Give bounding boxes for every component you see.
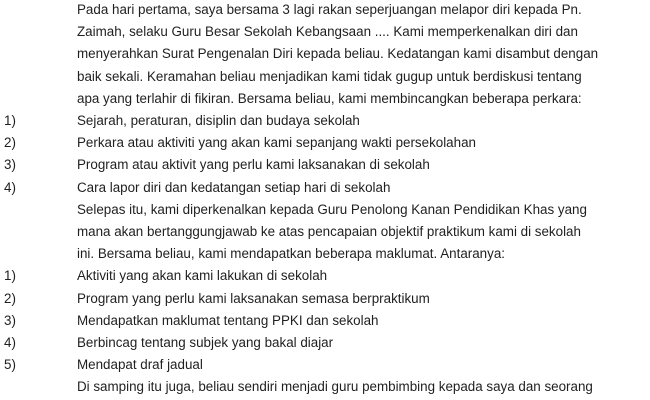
paragraph-3-line: Di samping itu juga, beliau sendiri menjadi guru pembimbing kepada saya dan seorang — [77, 379, 593, 394]
list-item-number: 1) — [4, 268, 16, 283]
list-item-number: 2) — [4, 291, 16, 306]
list-item-text: Program atau aktivit yang perlu kami laksanakan di sekolah — [77, 157, 430, 172]
list-item-number: 3) — [4, 313, 16, 328]
list-item-number: 4) — [4, 180, 16, 195]
list-item-text: Mendapatkan maklumat tentang PPKI dan sekolah — [77, 313, 379, 328]
paragraph-2-line: Selepas itu, kami diperkenalkan kepada Guru Penolong Kanan Pendidikan Khas yang — [77, 202, 587, 217]
list-item-number: 2) — [4, 135, 16, 150]
list-item-number: 4) — [4, 335, 16, 350]
paragraph-1-line: Zaimah, selaku Guru Besar Sekolah Kebangsaan .... Kami memperkenalkan diri dan — [77, 24, 578, 39]
list-item-number: 5) — [4, 357, 16, 372]
list-item-text: Mendapat draf jadual — [77, 357, 203, 372]
list-item-text: Berbincag tentang subjek yang bakal diajar — [77, 335, 334, 350]
paragraph-1-line: menyerahkan Surat Pengenalan Diri kepada beliau. Kedatangan kami disambut dengan — [77, 46, 599, 61]
list-item-text: Program yang perlu kami laksanakan semasa berpraktikum — [77, 291, 430, 306]
list-item-number: 3) — [4, 157, 16, 172]
paragraph-1-line: baik sekali. Keramahan beliau menjadikan kami tidak gugup untuk berdiskusi tentang — [77, 69, 582, 84]
paragraph-2-line: ini. Bersama beliau, kami mendapatkan beberapa maklumat. Antaranya: — [77, 246, 505, 261]
paragraph-1-line: apa yang terlahir di fikiran. Bersama beliau, kami membincangkan beberapa perkara: — [77, 91, 582, 106]
paragraph-1-line: Pada hari pertama, saya bersama 3 lagi rakan seperjuangan melapor diri kepada Pn. — [77, 2, 582, 17]
list-item-number: 1) — [4, 113, 16, 128]
list-item-text: Aktiviti yang akan kami lakukan di sekolah — [77, 268, 328, 283]
list-item-text: Cara lapor diri dan kedatangan setiap hari di sekolah — [77, 180, 391, 195]
list-item-text: Perkara atau aktiviti yang akan kami sepanjang wakti persekolahan — [77, 135, 476, 150]
list-item-text: Sejarah, peraturan, disiplin dan budaya sekolah — [77, 113, 360, 128]
paragraph-2-line: mana akan bertanggungjawab ke atas pencapaian objektif praktikum kami di sekolah — [77, 224, 581, 239]
